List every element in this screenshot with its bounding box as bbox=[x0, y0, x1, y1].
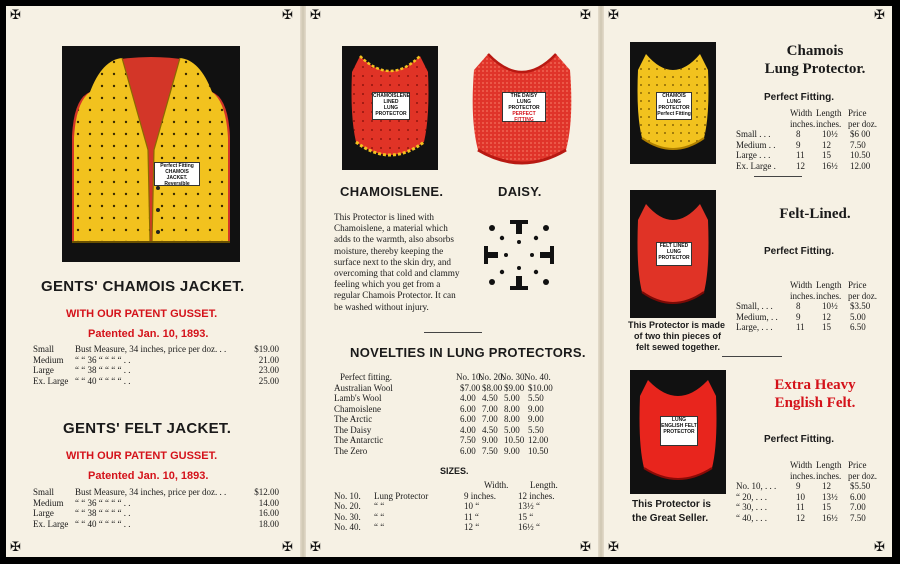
label-line: LUNG bbox=[671, 417, 687, 423]
table-header-row bbox=[334, 480, 584, 491]
price-cell: $6 00 bbox=[850, 129, 871, 139]
label-line: LUNG bbox=[383, 105, 399, 111]
size-cell: Large . . . bbox=[736, 150, 771, 160]
divider bbox=[722, 356, 782, 357]
price-cell: 6.00 bbox=[460, 445, 476, 456]
price-cell: $3.50 bbox=[850, 301, 871, 311]
english-felt-fitting: Perfect Fitting. bbox=[764, 434, 835, 445]
column-header: per doz. bbox=[848, 118, 877, 129]
measure-cell: “ “ 40 “ “ “ “ . . bbox=[75, 375, 131, 386]
product-name-cell: The Zero bbox=[334, 445, 368, 456]
corner-ornament-icon: ✠ bbox=[282, 7, 293, 22]
chamoislene-description: This Protector is lined with Chamoislene, a material which adds to the warmth, also absorbs moisture, thereby keeping the surface next to the skin dry, and overcoming that cold and clammy feeling which you get from a regular Chamois Protector. It can be washed without injury. bbox=[334, 212, 460, 312]
size-no-cell: No. 30. bbox=[334, 511, 361, 522]
price-cell: $19.00 bbox=[254, 344, 279, 354]
english-felt-label-card bbox=[660, 416, 698, 446]
label-line: PROTECTOR bbox=[663, 429, 695, 435]
measure-cell: “ “ 36 “ “ “ “ . . bbox=[75, 497, 131, 508]
price-cell: $10.00 bbox=[528, 382, 553, 393]
corner-ornament-icon: ✠ bbox=[10, 7, 21, 22]
felt-lined-label-card bbox=[656, 242, 692, 266]
length-cell: 15 bbox=[822, 322, 831, 332]
column-header: inches. bbox=[816, 118, 842, 129]
jacket-label-card bbox=[154, 162, 200, 186]
table-row bbox=[33, 508, 279, 519]
table-row bbox=[33, 519, 279, 530]
column-header: Length. bbox=[530, 480, 558, 490]
column-header: Price bbox=[848, 108, 867, 118]
brochure-sheet bbox=[6, 6, 892, 557]
width-cell: 12 “ bbox=[464, 522, 480, 532]
felt-patent-line: Patented Jan. 10, 1893. bbox=[88, 470, 209, 482]
table-row bbox=[334, 435, 584, 446]
price-cell: 6.00 bbox=[460, 414, 476, 424]
price-cell: 6.00 bbox=[850, 491, 866, 502]
table-header-row bbox=[736, 291, 886, 302]
price-cell: 5.00 bbox=[504, 393, 520, 403]
length-cell: 13½ bbox=[822, 491, 838, 502]
table-row bbox=[33, 376, 279, 387]
table-row bbox=[33, 487, 279, 498]
note-line: of two thin pieces of bbox=[634, 331, 721, 341]
chamoislene-caption: CHAMOISLENE. bbox=[340, 184, 444, 199]
label-line: CHAMOISLENE bbox=[373, 93, 410, 99]
chamois-protector-image bbox=[630, 42, 716, 164]
length-cell: 12 bbox=[822, 311, 831, 322]
table-row bbox=[736, 322, 886, 333]
chamois-jacket-image bbox=[62, 46, 240, 262]
table-row bbox=[33, 355, 279, 366]
price-cell: 10.50 bbox=[850, 150, 871, 160]
price-cell: 6.50 bbox=[850, 322, 866, 332]
desc-cell: “ “ bbox=[374, 511, 385, 522]
corner-ornament-icon: ✠ bbox=[874, 7, 885, 22]
size-no-cell: No. 10. bbox=[334, 490, 361, 501]
length-cell: 10½ bbox=[822, 129, 838, 139]
column-header: Length bbox=[816, 460, 842, 470]
column-header: inches. bbox=[816, 290, 842, 301]
jacket-illustration-icon bbox=[62, 46, 240, 262]
size-cell: Large bbox=[33, 508, 54, 518]
ornament-cross-icon bbox=[482, 218, 556, 292]
width-cell: 11 bbox=[796, 502, 805, 512]
table-header-row bbox=[736, 471, 886, 482]
table-row bbox=[736, 161, 886, 172]
table-row bbox=[33, 498, 279, 509]
felt-lined-table bbox=[736, 280, 886, 333]
title-line: Extra Heavy bbox=[774, 377, 856, 393]
chamoislene-label-card bbox=[372, 92, 410, 120]
note-line: felt sewed together. bbox=[636, 342, 721, 352]
daisy-caption: DAISY. bbox=[498, 184, 542, 199]
length-cell: 15 bbox=[822, 502, 831, 512]
label-line: Perfect Fitting bbox=[160, 163, 194, 169]
width-cell: 9 inches. bbox=[464, 490, 496, 501]
size-cell: Small . . . bbox=[736, 129, 771, 139]
price-cell: 4.00 bbox=[460, 424, 476, 435]
price-cell: 7.50 bbox=[460, 435, 476, 445]
price-cell: 9.00 bbox=[504, 445, 520, 456]
price-cell: 9.00 bbox=[482, 435, 498, 445]
price-cell: 4.50 bbox=[482, 424, 498, 435]
column-header: No. 30. bbox=[500, 372, 527, 382]
width-cell: 9 bbox=[796, 481, 801, 491]
table-row bbox=[736, 502, 886, 513]
product-name-cell: Australian Wool bbox=[334, 382, 393, 393]
length-cell: 16½ bbox=[822, 512, 838, 523]
chamois-jacket-title: GENTS' CHAMOIS JACKET. bbox=[41, 278, 245, 295]
label-line: PROTECTOR bbox=[375, 111, 407, 117]
desc-cell: “ “ bbox=[374, 501, 385, 511]
table-header-row bbox=[736, 119, 886, 130]
corner-ornament-icon: ✠ bbox=[580, 539, 591, 554]
table-header-row bbox=[736, 460, 886, 471]
felt-gusset-line: WITH OUR PATENT GUSSET. bbox=[66, 450, 218, 462]
size-no-cell: No. 40. bbox=[334, 522, 361, 532]
label-line: FELT LINED bbox=[659, 243, 689, 249]
desc-cell: “ “ bbox=[374, 522, 385, 532]
size-cell: “ 40, . . . bbox=[736, 512, 767, 523]
panel-novelties bbox=[306, 6, 598, 557]
corner-ornament-icon: ✠ bbox=[10, 539, 21, 554]
divider bbox=[424, 332, 482, 333]
note-line: the Great Seller. bbox=[632, 513, 709, 524]
price-cell: 9.00 bbox=[528, 414, 544, 424]
novelties-price-table bbox=[334, 372, 584, 456]
table-row bbox=[33, 344, 279, 355]
price-cell: 5.50 bbox=[528, 393, 544, 403]
size-cell: Medium, . . bbox=[736, 311, 778, 322]
width-cell: 11 bbox=[796, 322, 805, 332]
label-line: PROTECTOR bbox=[658, 255, 690, 261]
size-cell: No. 10, . . . bbox=[736, 481, 777, 491]
column-header: No. 20. bbox=[478, 372, 505, 382]
column-header: per doz. bbox=[848, 290, 877, 301]
desc-cell: Lung Protector bbox=[374, 490, 429, 501]
daisy-label-card bbox=[502, 92, 546, 122]
column-header: per doz. bbox=[848, 470, 877, 481]
price-cell: 14.00 bbox=[258, 497, 279, 508]
novelties-title: NOVELTIES IN LUNG PROTECTORS. bbox=[350, 345, 586, 360]
size-cell: Large bbox=[33, 365, 54, 375]
chamois-patent-line: Patented Jan. 10, 1893. bbox=[88, 328, 209, 340]
column-header: inches. bbox=[790, 290, 816, 301]
english-felt-title bbox=[740, 376, 890, 412]
corner-ornament-icon: ✠ bbox=[310, 539, 321, 554]
length-cell: 10½ bbox=[822, 301, 838, 311]
chamois-gusset-line: WITH OUR PATENT GUSSET. bbox=[66, 308, 218, 320]
length-cell: 15 “ bbox=[518, 511, 534, 522]
size-cell: Small bbox=[33, 344, 55, 354]
corner-ornament-icon: ✠ bbox=[608, 7, 619, 22]
column-header: Width. bbox=[484, 480, 509, 490]
measure-cell: “ “ 38 “ “ “ “ . . bbox=[75, 508, 131, 518]
chamois-price-table bbox=[33, 344, 279, 386]
width-cell: 8 bbox=[796, 301, 801, 311]
label-line: PROTECTOR bbox=[658, 105, 690, 111]
price-cell: $9.00 bbox=[504, 382, 525, 393]
length-cell: 12 bbox=[822, 139, 831, 150]
felt-lined-protector-image bbox=[630, 190, 716, 318]
table-row bbox=[334, 512, 584, 523]
english-felt-note bbox=[632, 498, 711, 526]
size-cell: Small bbox=[33, 487, 55, 497]
price-cell: $8.00 bbox=[482, 382, 503, 393]
table-row bbox=[736, 481, 886, 492]
felt-price-table bbox=[33, 487, 279, 529]
price-cell: 12.00 bbox=[850, 160, 871, 171]
price-cell: 5.00 bbox=[850, 311, 866, 322]
corner-ornament-icon: ✠ bbox=[608, 539, 619, 554]
label-line: Perfect Fitting bbox=[657, 111, 691, 117]
price-cell: $12.00 bbox=[254, 487, 279, 497]
price-cell: $7.00 bbox=[460, 382, 481, 393]
label-line: LUNG bbox=[516, 99, 532, 105]
divider bbox=[754, 176, 802, 177]
table-row bbox=[334, 491, 584, 502]
price-cell: 7.50 bbox=[850, 139, 866, 150]
table-row bbox=[736, 312, 886, 323]
column-header: Length bbox=[816, 108, 842, 118]
width-cell: 8 bbox=[796, 129, 801, 139]
width-cell: 11 bbox=[796, 150, 805, 160]
size-cell: “ 20, . . . bbox=[736, 491, 767, 502]
length-cell: 12 inches. bbox=[518, 490, 555, 501]
table-row bbox=[334, 446, 584, 457]
felt-lined-title: Felt-Lined. bbox=[779, 206, 851, 222]
chamois-protector-label-card bbox=[656, 92, 692, 120]
price-cell: 21.00 bbox=[258, 354, 279, 365]
size-cell: Small, . . . bbox=[736, 301, 773, 311]
price-cell: 10.50 bbox=[504, 435, 525, 445]
column-header: Price bbox=[848, 460, 867, 470]
corner-ornament-icon: ✠ bbox=[580, 7, 591, 22]
daisy-protector-image bbox=[466, 46, 578, 176]
measure-cell: “ “ 36 “ “ “ “ . . bbox=[75, 354, 131, 365]
product-name-cell: Lamb's Wool bbox=[334, 393, 382, 403]
product-name-cell: The Antarctic bbox=[334, 435, 384, 445]
table-row bbox=[334, 383, 584, 394]
label-line: CHAMOIS JACKET. bbox=[165, 169, 189, 181]
price-cell: 7.00 bbox=[482, 403, 498, 414]
felt-lined-fitting: Perfect Fitting. bbox=[764, 246, 835, 257]
size-cell: Large, . . . bbox=[736, 322, 773, 332]
chamois-protector-title bbox=[740, 42, 890, 78]
measure-cell: Bust Measure, 34 inches, price per doz. . . bbox=[75, 487, 227, 497]
table-row bbox=[736, 492, 886, 503]
table-row bbox=[736, 140, 886, 151]
table-row bbox=[334, 501, 584, 512]
table-row bbox=[736, 129, 886, 140]
note-line: This Protector is made bbox=[628, 320, 726, 330]
column-header: Width bbox=[790, 280, 813, 290]
column-header: inches. bbox=[790, 470, 816, 481]
corner-ornament-icon: ✠ bbox=[282, 539, 293, 554]
label-line: PROTECTOR bbox=[508, 105, 540, 111]
table-row bbox=[334, 404, 584, 415]
length-cell: 16½ bbox=[822, 160, 838, 171]
product-name-cell: The Arctic bbox=[334, 414, 373, 424]
sizes-title: SIZES. bbox=[440, 466, 469, 476]
product-name-cell: The Daisy bbox=[334, 424, 372, 435]
label-line: CHAMOIS bbox=[662, 93, 686, 99]
width-cell: 11 “ bbox=[464, 511, 479, 522]
width-cell: 10 bbox=[796, 491, 805, 502]
price-cell: 10.50 bbox=[528, 445, 549, 456]
price-cell: 6.00 bbox=[460, 403, 476, 414]
column-header: No. 10. bbox=[456, 372, 483, 382]
felt-jacket-title: GENTS' FELT JACKET. bbox=[63, 420, 232, 437]
length-cell: 15 bbox=[822, 150, 831, 160]
corner-ornament-icon: ✠ bbox=[310, 7, 321, 22]
length-cell: 12 bbox=[822, 481, 831, 491]
sizes-table bbox=[334, 480, 584, 533]
size-cell: Medium . . bbox=[736, 139, 776, 150]
width-cell: 9 bbox=[796, 139, 801, 150]
price-cell: 5.00 bbox=[504, 424, 520, 435]
price-cell: 7.00 bbox=[850, 502, 866, 512]
price-cell: 25.00 bbox=[258, 375, 279, 386]
price-cell: 9.00 bbox=[528, 403, 544, 414]
label-line: Reversible bbox=[164, 181, 190, 187]
table-row bbox=[33, 365, 279, 376]
label-line: LUNG bbox=[666, 249, 682, 255]
width-cell: 12 bbox=[796, 512, 805, 523]
size-cell: “ 30, . . . bbox=[736, 502, 767, 512]
width-cell: 9 bbox=[796, 311, 801, 322]
table-row bbox=[736, 301, 886, 312]
price-cell: $5.50 bbox=[850, 481, 871, 491]
table-header-row bbox=[334, 372, 584, 383]
label-line: PERFECT FITTING bbox=[512, 111, 536, 123]
price-cell: 18.00 bbox=[258, 518, 279, 529]
table-row bbox=[736, 513, 886, 524]
column-header: Length bbox=[816, 280, 842, 290]
price-cell: 7.50 bbox=[482, 445, 498, 456]
column-header: Width bbox=[790, 108, 813, 118]
table-row bbox=[334, 393, 584, 404]
price-cell: 4.50 bbox=[482, 393, 498, 403]
corner-ornament-icon: ✠ bbox=[874, 539, 885, 554]
length-cell: 16½ “ bbox=[518, 522, 540, 532]
price-cell: 5.50 bbox=[528, 424, 544, 435]
size-cell: Medium bbox=[33, 497, 64, 508]
table-row bbox=[334, 522, 584, 533]
size-cell: Ex. Large bbox=[33, 375, 69, 386]
label-line: THE DAISY bbox=[510, 93, 538, 99]
table-row bbox=[736, 150, 886, 161]
price-cell: 12.00 bbox=[528, 435, 549, 445]
panel-protectors bbox=[604, 6, 892, 557]
price-cell: 7.00 bbox=[482, 414, 498, 424]
column-header: Width bbox=[790, 460, 813, 470]
measure-cell: “ “ 38 “ “ “ “ . . bbox=[75, 365, 131, 375]
measure-cell: “ “ 40 “ “ “ “ . . bbox=[75, 518, 131, 529]
note-line: This Protector is bbox=[632, 499, 711, 510]
chamoislene-protector-image bbox=[342, 46, 438, 170]
english-felt-table bbox=[736, 460, 886, 523]
label-line: ENGLISH FELT bbox=[661, 423, 697, 429]
length-cell: 13½ “ bbox=[518, 501, 540, 511]
label-line: LUNG bbox=[666, 99, 682, 105]
price-cell: 4.00 bbox=[460, 393, 476, 403]
column-header: No. 40. bbox=[524, 372, 551, 382]
product-name-cell: Chamoislene bbox=[334, 403, 381, 414]
label-line: LINED bbox=[383, 99, 399, 105]
size-cell: Ex. Large bbox=[33, 518, 69, 529]
size-cell: Ex. Large . bbox=[736, 160, 776, 171]
price-cell: 7.50 bbox=[850, 512, 866, 523]
price-cell: 8.00 bbox=[504, 403, 520, 414]
size-cell: Medium bbox=[33, 354, 64, 365]
column-header: Price bbox=[848, 280, 867, 290]
table-header-row bbox=[736, 280, 886, 291]
panel-jackets bbox=[6, 6, 300, 557]
table-row bbox=[334, 414, 584, 425]
title-line: Lung Protector. bbox=[764, 61, 866, 77]
fit-label: Perfect fitting. bbox=[340, 372, 392, 382]
table-header-row bbox=[736, 108, 886, 119]
chamois-protector-table bbox=[736, 108, 886, 171]
price-cell: 23.00 bbox=[258, 365, 279, 375]
title-line: Chamois bbox=[786, 43, 844, 59]
felt-lined-note bbox=[628, 320, 725, 353]
width-cell: 12 bbox=[796, 160, 805, 171]
title-line: English Felt. bbox=[774, 395, 856, 411]
width-cell: 10 “ bbox=[464, 501, 480, 511]
column-header: inches. bbox=[816, 470, 842, 481]
price-cell: 8.00 bbox=[504, 414, 520, 424]
english-felt-protector-image bbox=[630, 370, 726, 494]
measure-cell: Bust Measure, 34 inches, price per doz. . . bbox=[75, 344, 227, 354]
size-no-cell: No. 20. bbox=[334, 501, 361, 511]
chamois-fitting: Perfect Fitting. bbox=[764, 92, 835, 103]
column-header: inches. bbox=[790, 118, 816, 129]
price-cell: 16.00 bbox=[258, 508, 279, 518]
table-row bbox=[334, 425, 584, 436]
